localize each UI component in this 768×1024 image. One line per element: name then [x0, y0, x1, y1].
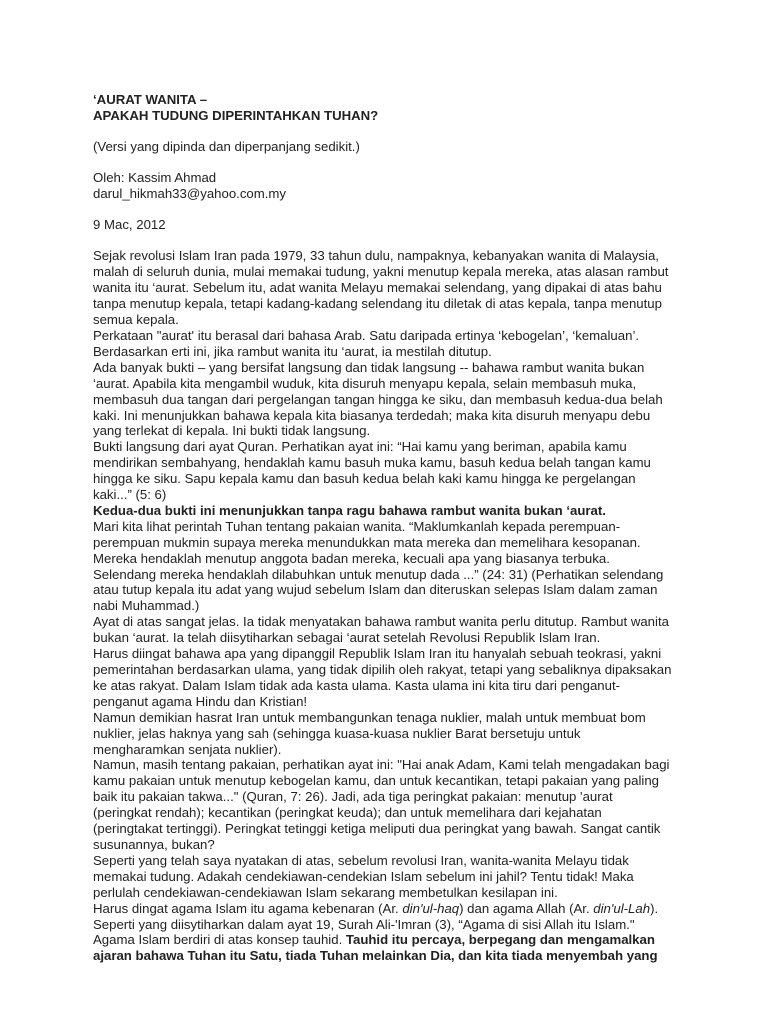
- title-line-2: APAKAH TUDUNG DIPERINTAHKAN TUHAN?: [93, 107, 379, 123]
- paragraph-12-italic-1: din'ul-haq: [402, 900, 460, 916]
- paragraph-12-text-a: Harus dingat agama Islam itu agama kebenaran (Ar.: [93, 900, 403, 916]
- paragraph-5: [93, 503, 673, 519]
- paragraph-14: [93, 932, 673, 964]
- subtitle: (Versi yang dipinda dan diperpanjang sedikit.): [93, 138, 360, 154]
- paragraph-13: Seperti yang diisytiharkan dalam ayat 19, Surah Ali-'Imran (3), “Agama di sisi Allah itu Islam.": [93, 916, 635, 932]
- paragraph-6: Mari kita lihat perintah Tuhan tentang pakaian wanita. “Maklumkanlah kepada perempuan-perempuan mukmin supaya mereka menundukkan mata mereka dan memelihara kesopanan. Mereka hendaklah menutup anggota badan mereka, kecuali apa yang biasanya terbuka. Selendang mereka hendaklah dilabuhkan untuk menutup dada ...” (24: 31) (Perhatikan selendang atau tutup kepala itu adat yang wujud sebelum Islam dan diteruskan selepas Islam dalam zaman nabi Muhammad.): [93, 518, 664, 614]
- author: Oleh: Kassim Ahmad: [93, 169, 217, 185]
- paragraph-1: Sejak revolusi Islam Iran pada 1979, 33 tahun dulu, nampaknya, kebanyakan wanita di Malaysia, malah di seluruh dunia, mulai memakai tudung, yakni menutup kepala mereka, atas alasan rambut wanita itu ‘aurat. Sebelum itu, adat wanita Melayu memakai selendang, yang dipakai di atas bahu tanpa menutup kepala, tetapi kadang-kadang selendang itu diletak di atas kepala, tanpa menutup semua kepala.: [93, 248, 669, 328]
- paragraph-11: Seperti yang telah saya nyatakan di atas, sebelum revolusi Iran, wanita-wanita Melayu tidak memakai tudung. Adakah cendekiawan-cendekian Islam sebelum ini jahil? Tentu tidak! Maka perlulah cendekiawan-cendekiawan Islam sekarang membetulkan kesilapan ini.: [93, 852, 634, 900]
- paragraph-4: Bukti langsung dari ayat Quran. Perhatikan ayat ini: “Hai kamu yang beriman, apabila kamu mendirikan sembahyang, hendaklah kamu basuh muka kamu, basuh kedua belah tangan kamu hingga ke siku. Sapu kepala kamu dan basuh kedua belah kaki kamu hingga ke pergelangan kaki...” (5: 6): [93, 439, 651, 503]
- paragraph-2: Perkataan "aurat' itu berasal dari bahasa Arab. Satu daripada ertinya ‘kebogelan’, ‘kemaluan’. Berdasarkan erti ini, jika rambut wanita itu ‘aurat, ia mestilah ditutup.: [93, 327, 640, 359]
- paragraph-12: [93, 901, 673, 917]
- paragraph-9: Namun demikian hasrat Iran untuk membangunkan tenaga nuklier, malah untuk membuat bom nuklier, jelas haknya yang sah (sehingga kuasa-kuasa nuklier Barat bersetuju untuk mengharamkan senjata nuklier).: [93, 709, 646, 757]
- paragraph-7: Ayat di atas sangat jelas. Ia tidak menyatakan bahawa rambut wanita perlu ditutup. Rambut wanita bukan ‘aurat. Ia telah diisytiharkan sebagai ‘aurat setelah Revolusi Republik Islam Iran.: [93, 614, 669, 646]
- author-email: darul_hikmah33@yahoo.com.my: [93, 185, 286, 201]
- paragraph-12-italic-2: din'ul-Lah: [593, 900, 651, 916]
- paragraph-12-text-c: ).: [650, 900, 659, 916]
- paragraph-8: Harus diingat bahawa apa yang dipanggil Republik Islam Iran itu hanyalah sebuah teokrasi, yakni pemerintahan berdasarkan ulama, yang tidak dipilih oleh rakyat, tetapi yang sebaliknya dipaksakan ke atas rakyat. Dalam Islam tidak ada kasta ulama. Kasta ulama ini kita tiru dari penganut-penganut agama Hindu dan Kristian!: [93, 646, 672, 709]
- paragraph-10: Namun, masih tentang pakaian, perhatikan ayat ini: "Hai anak Adam, Kami telah mengadakan bagi kamu pakaian untuk menutup kebogelan kamu, dan untuk kecantikan, tetapi pakaian yang paling baik itu pakaian takwa..." (Quran, 7: 26). Jadi, ada tiga peringkat pakaian: menutup 'aurat (peringkat rendah); kecantikan (peringkat keuda); dan untuk memelihara dari kejahatan (peringtakat tertinggi). Peringkat tetinggi ketiga meliputi dua peringkat yang bawah. Sangat cantik susunannya, bukan?: [93, 757, 670, 852]
- paragraph-14-text: Agama Islam berdiri di atas konsep tauhid.: [93, 932, 346, 948]
- title-line-1: ‘AURAT WANITA –: [93, 92, 208, 107]
- paragraph-3: Ada banyak bukti – yang bersifat langsung dan tidak langsung -- bahawa rambut wanita bukan ‘aurat. Apabila kita mengambil wuduk, kita disuruh menyapu kepala, selain membasuh muka, membasuh dua tangan dari pergelangan tangan hingga ke siku, dan membasuh kedua-dua belah kaki. Ini menunjukkan bahawa kepala kita biasanya terdedah; maka kita disuruh menyapu debu yang terlekat di kepala. Ini bukti tidak langsung.: [93, 359, 663, 439]
- paragraph-14-bold: Tauhid itu percaya, berpegang dan mengamalkan ajaran bahawa Tuhan itu Satu, tiada Tuhan melainkan Dia, dan kita tiada menyembah yang: [93, 932, 658, 964]
- paragraph-12-text-b: ) dan agama Allah (Ar.: [459, 900, 594, 916]
- paragraph-5-bold: Kedua-dua bukti ini menunjukkan tanpa ragu bahawa rambut wanita bukan ‘aurat.: [93, 502, 606, 518]
- document-page: [93, 92, 673, 964]
- date: 9 Mac, 2012: [93, 216, 166, 232]
